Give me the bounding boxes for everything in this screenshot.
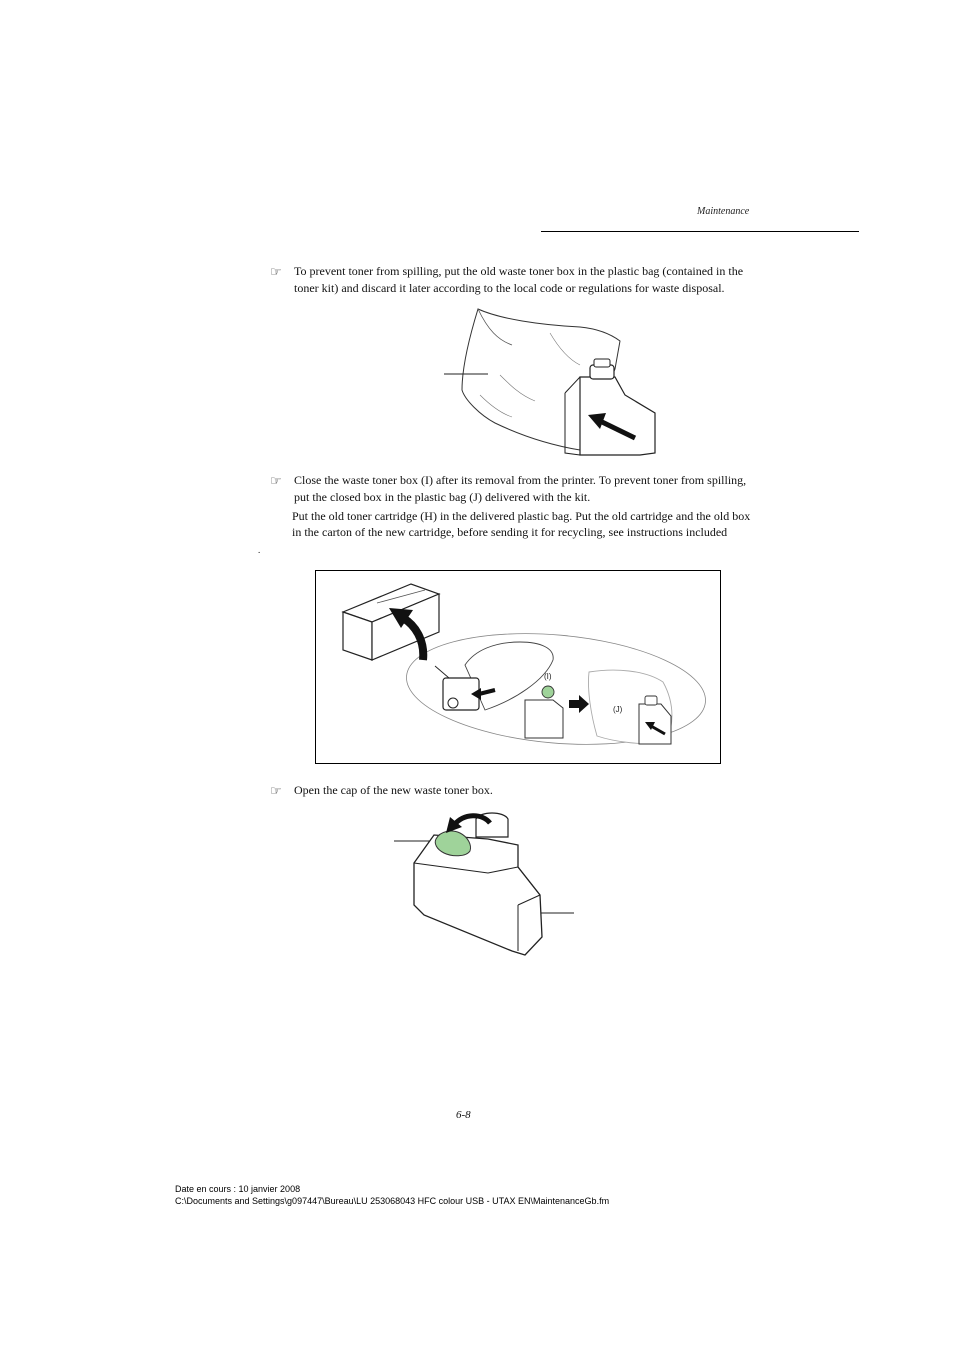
pointing-hand-icon: ☞ (270, 474, 282, 489)
note-2-line-2: put the closed box in the plastic bag (J) delivered with the kit. (294, 490, 591, 504)
stray-mark: . (258, 545, 261, 555)
note-1-line-1: To prevent toner from spilling, put the old waste toner box in the plastic bag (contained in the (294, 264, 744, 278)
pointing-hand-icon: ☞ (270, 265, 282, 280)
extra-paragraph-line-2: in the carton of the new cartridge, before sending it for recycling, see instructions included (292, 525, 728, 539)
note-2-line-1: Close the waste toner box (I) after its removal from the printer. To prevent toner from spilling, (294, 473, 747, 487)
figure-bag-insertion (440, 305, 665, 465)
footer-path: C:\Documents and Settings\g097447\Bureau\LU 253068043 HFC colour USB - UTAX EN\MaintenanceGb.fm (175, 1196, 610, 1206)
footer-date: Date en cours : 10 janvier 2008 (175, 1184, 301, 1194)
figure-open-cap (390, 805, 580, 965)
pointing-hand-icon: ☞ (270, 784, 282, 799)
page-number: 6-8 (456, 1109, 471, 1121)
note-3-line-1: Open the cap of the new waste toner box. (294, 783, 493, 797)
note-1-line-2: toner kit) and discard it later according to the local code or regulations for waste disposal. (294, 281, 725, 295)
label-i: (I) (544, 672, 552, 681)
extra-paragraph-line-1: Put the old toner cartridge (H) in the delivered plastic bag. Put the old cartridge and the old box (292, 509, 751, 523)
label-j: (J) (613, 705, 623, 714)
header-rule (541, 231, 859, 232)
running-header: Maintenance (697, 206, 750, 217)
figure-recycling (315, 570, 721, 765)
